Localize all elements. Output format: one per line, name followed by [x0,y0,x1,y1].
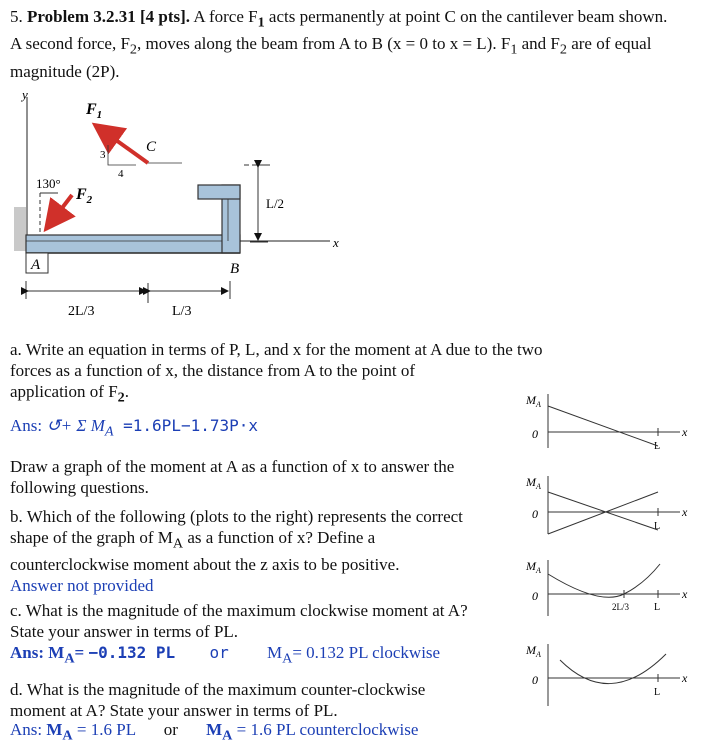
plot-options [520,388,718,748]
part-c-answer: Ans: $M_A= -0.132$ PL or $M_A= 0.132$ PL clockwise [10,643,441,667]
part-a-line-3: application of $F_2$. [10,382,129,406]
plot2-curve-a [548,492,661,532]
part-b [10,506,520,596]
part-b-line-2: shape of the graph of $M_A$ as a function of x? Define a [10,528,376,552]
plot4-x: x [682,671,688,685]
point-b-label: B [230,261,240,277]
one-third-label: L/3 [172,304,192,319]
part-a-line-1: a. Write an equation in terms of P, L, and x for the moment at A due to the two [10,340,543,359]
f2-arrow [46,195,72,229]
problem-statement [10,6,716,82]
plot1-L: L [654,441,661,452]
plot1-zero: 0 [532,427,538,441]
y-axis-label: y [22,87,28,102]
plot2-L: L [654,521,661,532]
x-axis-label: x [333,235,339,250]
plot1-x: x [682,425,688,439]
plot2-zero: 0 [532,507,538,521]
problem-line-2: A second force, $F_2$, moves along the beam from A to B (x = 0 to x = L). $F_1$ and $F_2$ are of equal [10,34,652,58]
plot3-curve [548,564,660,597]
graph-intro-line-1: Draw a graph of the moment at A as a function of x to answer the [10,457,455,476]
f2-label: $F_2$ [76,186,93,206]
part-b-line-1: b. Which of the following (plots to the right) represents the correct [10,507,463,526]
part-d [10,679,520,721]
slope-triangle [108,145,136,165]
plot3-zero: 0 [532,589,538,603]
beam-top-arm [198,185,240,199]
half-length-label: L/2 [266,196,285,211]
plot-option-3 [525,559,688,616]
plot1-curve [548,406,658,446]
two-thirds-label: 2L/3 [68,304,95,319]
point-a-label: A [31,257,41,273]
plot3-ma-label: $M_A$ [526,559,541,575]
part-c-line-2: State your answer in terms of PL. [10,622,239,641]
plot-option-2 [525,475,688,534]
part-d-line-1: d. What is the magnitude of the maximum counter-clockwise [10,680,426,699]
plot3-2L3: 2L/3 [612,602,629,612]
part-a-line-2: forces as a function of x, the distance from A to the point of [10,361,416,380]
graph-intro [10,456,510,498]
part-d-line-2: moment at A? State your answer in terms of PL. [10,701,338,720]
slope-four: 4 [118,168,124,180]
plot4-zero: 0 [532,673,538,687]
plot4-ma-label: $M_A$ [526,643,541,659]
part-c [10,600,520,642]
slope-three: 3 [100,149,106,161]
problem-line-1: 5. Problem 3.2.31 [4 pts]. A force $F_1$ acts permanently at point C on the cantilever beam shown. [10,7,668,31]
point-c-label: C [146,139,157,155]
plot4-L: L [654,687,661,698]
f1-label: $F_1$ [86,101,103,121]
beam-horizontal [26,235,240,253]
problem-line-3: magnitude (2P). [10,61,120,81]
f1-sub: 1 [257,14,265,31]
wall [14,207,26,251]
angle-label: 130° [36,176,61,191]
plot2-curve-b [548,492,661,534]
beam-figure [0,85,360,325]
plot3-L: L [654,602,661,613]
plot-option-4 [525,643,688,706]
part-b-line-3: counterclockwise moment about the z axis to be positive. [10,555,400,575]
part-a-answer: Ans: ↺+ Σ $M_A =1.6PL-1.73P\cdot x$ [10,416,259,440]
plot4-curve [560,654,666,684]
part-d-answer: Ans: $M_A = 1.6$ PL or $M_A = 1.6$ PL counterclockwise [10,720,419,744]
plot-option-1 [525,393,688,452]
plot2-ma-label: $M_A$ [526,475,541,491]
plot2-x: x [682,505,688,519]
part-c-line-1: c. What is the magnitude of the maximum clockwise moment at A? [10,601,468,620]
part-b-answer: Answer not provided [10,576,154,596]
plot3-x: x [682,587,688,601]
graph-intro-line-2: following questions. [10,478,149,497]
plot1-ma-label: $M_A$ [526,393,541,409]
